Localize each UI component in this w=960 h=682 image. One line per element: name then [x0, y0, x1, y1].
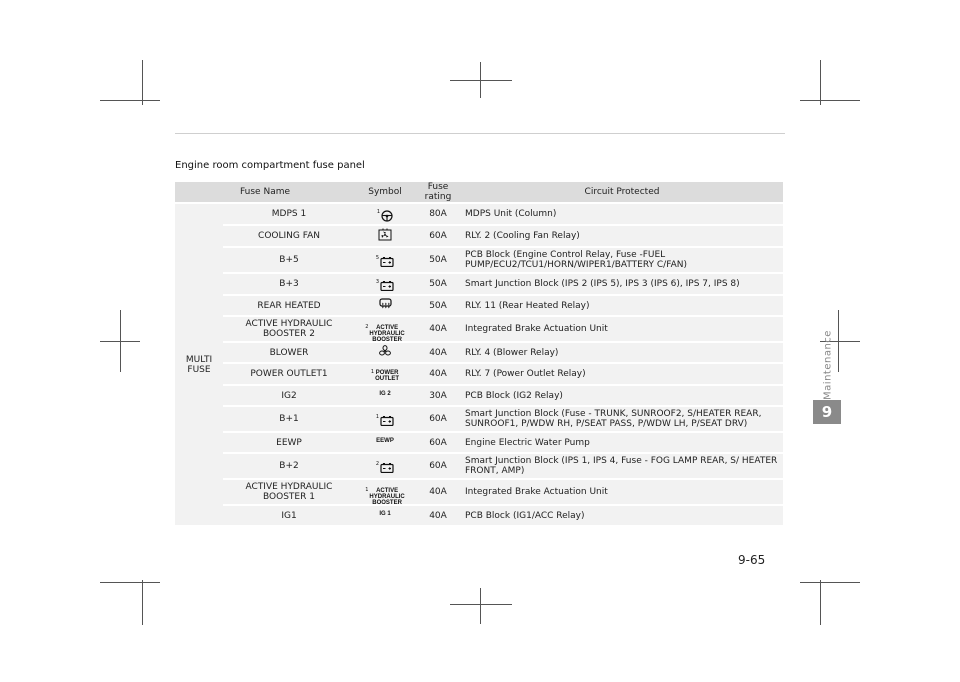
circuit-protected-cell: RLY. 2 (Cooling Fan Relay) [461, 225, 783, 247]
battery-icon [380, 415, 394, 429]
fuse-name-cell: ACTIVE HYDRAULIC BOOSTER 1 [223, 479, 355, 505]
crop-mark [142, 60, 143, 105]
symbol-superscript: 3 [375, 279, 380, 285]
battery-icon [380, 280, 394, 294]
crop-mark [100, 100, 160, 101]
circuit-protected-cell: PCB Block (IG1/ACC Relay) [461, 505, 783, 525]
header-symbol: Symbol [355, 182, 415, 203]
fuse-name-cell: EEWP [223, 432, 355, 453]
fuse-name-cell: IG2 [223, 385, 355, 406]
fuse-rating-cell: 40A [415, 342, 461, 363]
circuit-protected-cell: PCB Block (IG2 Relay) [461, 385, 783, 406]
symbol-cell [355, 273, 415, 295]
fuse-rating-cell: 50A [415, 295, 461, 316]
crop-mark [820, 60, 821, 105]
fuse-rating-cell: 60A [415, 406, 461, 432]
fuse-name-cell: IG1 [223, 505, 355, 525]
symbol-cell [355, 479, 415, 505]
table-row [175, 479, 783, 505]
page-number: 9-65 [738, 553, 766, 567]
circuit-protected-cell: PCB Block (Engine Control Relay, Fuse -FUEL PUMP/ECU2/TCU1/HORN/WIPER1/BATTERY C/FAN) [461, 247, 783, 273]
fuse-name-cell: B+1 [223, 406, 355, 432]
table-row [175, 247, 783, 273]
fuse-rating-cell: 40A [415, 363, 461, 385]
crop-mark [480, 588, 481, 624]
symbol-label: ACTIVE HYDRAULIC BOOSTER [369, 488, 405, 506]
fuse-name-cell: POWER OUTLET1 [223, 363, 355, 385]
table-row [175, 273, 783, 295]
circuit-protected-cell: Smart Junction Block (IPS 1, IPS 4, Fuse - FOG LAMP REAR, S/ HEATER FRONT, AMP) [461, 453, 783, 479]
fuse-group-label: MULTI FUSE [175, 203, 223, 525]
symbol-superscript: 2 [365, 324, 369, 330]
table-row [175, 385, 783, 406]
battery-icon [380, 462, 394, 476]
crop-mark [800, 582, 860, 583]
circuit-protected-cell: RLY. 7 (Power Outlet Relay) [461, 363, 783, 385]
symbol-cell [355, 295, 415, 316]
symbol-cell [355, 203, 415, 225]
side-section-label: Maintenance [822, 330, 834, 400]
fuse-rating-cell: 40A [415, 505, 461, 525]
circuit-protected-cell: Integrated Brake Actuation Unit [461, 316, 783, 342]
circuit-protected-cell: Smart Junction Block (IPS 2 (IPS 5), IPS 3 (IPS 6), IPS 7, IPS 8) [461, 273, 783, 295]
symbol-cell [355, 316, 415, 342]
crop-mark [450, 604, 512, 605]
fuse-rating-cell: 60A [415, 432, 461, 453]
circuit-protected-cell: Integrated Brake Actuation Unit [461, 479, 783, 505]
fuse-name-cell: ACTIVE HYDRAULIC BOOSTER 2 [223, 316, 355, 342]
fuse-rating-cell: 60A [415, 225, 461, 247]
chapter-number-badge: 9 [813, 400, 841, 424]
symbol-superscript: 1 [376, 209, 381, 215]
fuse-rating-cell: 50A [415, 247, 461, 273]
circuit-protected-cell: Smart Junction Block (Fuse - TRUNK, SUNROOF2, S/HEATER REAR, SUNROOF1, P/WDW RH, P/SEAT PASS, P/WDW LH, P/SEAT DRV) [461, 406, 783, 432]
symbol-superscript: 5 [375, 255, 380, 261]
symbol-cell [355, 385, 415, 406]
table-header-row [175, 182, 783, 203]
header-fuse-name: Fuse Name [175, 182, 355, 203]
table-row [175, 225, 783, 247]
table-row [175, 432, 783, 453]
symbol-cell [355, 247, 415, 273]
circuit-protected-cell: RLY. 11 (Rear Heated Relay) [461, 295, 783, 316]
symbol-label: EEWP [376, 438, 394, 444]
table-row [175, 505, 783, 525]
header-rule [175, 133, 785, 134]
crop-mark [100, 341, 140, 342]
symbol-superscript: 1 [375, 414, 380, 420]
battery-icon [380, 256, 394, 270]
crop-mark [800, 100, 860, 101]
circuit-protected-cell: Engine Electric Water Pump [461, 432, 783, 453]
section-title: Engine room compartment fuse panel [175, 160, 365, 171]
fuse-name-cell: B+2 [223, 453, 355, 479]
symbol-superscript: 1 [365, 487, 369, 493]
symbol-label: IG 2 [379, 391, 391, 397]
symbol-cell [355, 453, 415, 479]
fuse-table [175, 182, 783, 525]
steering-wheel-icon [381, 210, 393, 225]
symbol-label: ACTIVE HYDRAULIC BOOSTER [369, 325, 405, 343]
rear-defroster-icon [379, 298, 392, 313]
symbol-cell [355, 406, 415, 432]
crop-mark [100, 582, 160, 583]
table-row [175, 406, 783, 432]
fuse-name-cell: B+3 [223, 273, 355, 295]
fuse-rating-cell: 30A [415, 385, 461, 406]
cooling-fan-icon [378, 228, 392, 244]
crop-mark [142, 580, 143, 625]
table-row [175, 363, 783, 385]
symbol-superscript: 2 [375, 461, 380, 467]
fuse-rating-cell: 60A [415, 453, 461, 479]
crop-mark [450, 80, 512, 81]
table-row [175, 342, 783, 363]
header-circuit-protected: Circuit Protected [461, 182, 783, 203]
symbol-cell [355, 342, 415, 363]
crop-mark [820, 580, 821, 625]
fuse-rating-cell: 40A [415, 316, 461, 342]
fuse-name-cell: BLOWER [223, 342, 355, 363]
fuse-name-cell: COOLING FAN [223, 225, 355, 247]
symbol-superscript: 1 [370, 369, 375, 375]
fuse-name-cell: REAR HEATED [223, 295, 355, 316]
header-fuse-rating: Fuse rating [415, 182, 461, 203]
symbol-cell [355, 225, 415, 247]
table-row [175, 203, 783, 225]
fuse-rating-cell: 50A [415, 273, 461, 295]
fuse-name-cell: MDPS 1 [223, 203, 355, 225]
symbol-cell [355, 505, 415, 525]
table-row [175, 316, 783, 342]
table-row [175, 295, 783, 316]
circuit-protected-cell: RLY. 4 (Blower Relay) [461, 342, 783, 363]
symbol-cell [355, 432, 415, 453]
symbol-label: POWER OUTLET [375, 370, 400, 382]
circuit-protected-cell: MDPS Unit (Column) [461, 203, 783, 225]
fuse-rating-cell: 40A [415, 479, 461, 505]
fuse-name-cell: B+5 [223, 247, 355, 273]
blower-icon [379, 345, 391, 360]
table-row [175, 453, 783, 479]
fuse-rating-cell: 80A [415, 203, 461, 225]
symbol-label: IG 1 [379, 511, 391, 517]
symbol-cell [355, 363, 415, 385]
